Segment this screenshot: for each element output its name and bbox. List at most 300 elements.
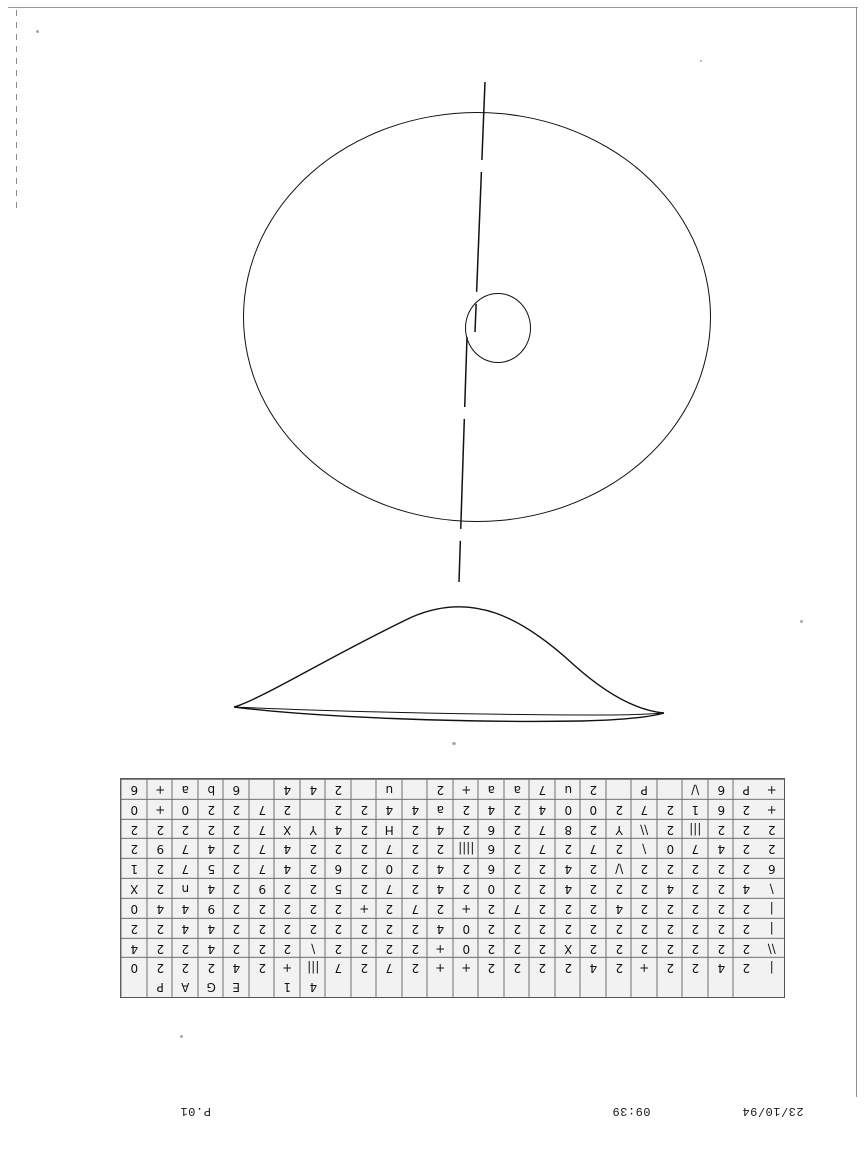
glyph-cell: 2 [351, 858, 377, 878]
glyph-cell: 2 [733, 957, 759, 977]
glyph-cell: 2 [657, 819, 683, 839]
glyph-cell [504, 977, 530, 997]
glyph-cell: 2 [402, 938, 428, 958]
glyph-cell [351, 779, 377, 799]
glyph-cell: 2 [249, 898, 275, 918]
scan-speck [700, 60, 702, 62]
glyph-cell: 2 [402, 819, 428, 839]
glyph-cell: 7 [376, 957, 402, 977]
scan-speck [180, 1035, 183, 1038]
glyph-cell: 2 [733, 918, 759, 938]
glyph-cell: E [223, 977, 249, 997]
glyph-cell: 7 [249, 799, 275, 819]
glyph-cell: + [147, 799, 173, 819]
glyph-cell: 2 [657, 938, 683, 958]
scan-edge-left [16, 10, 17, 210]
glyph-cell: 4 [172, 898, 198, 918]
glyph-cell: 2 [580, 858, 606, 878]
glyph-cell: 4 [376, 799, 402, 819]
glyph-cell: 0 [376, 858, 402, 878]
glyph-cell: 2 [555, 898, 581, 918]
glyph-cell: 2 [223, 898, 249, 918]
glyph-cell: 4 [427, 858, 453, 878]
glyph-cell [478, 977, 504, 997]
glyph-cell: 2 [606, 799, 632, 819]
glyph-cell: ||| [300, 957, 326, 977]
glyph-cell [325, 977, 351, 997]
glyph-cell: 6 [325, 858, 351, 878]
glyph-cell: 2 [555, 957, 581, 977]
glyph-cell: + [631, 957, 657, 977]
glyph-cell: a [427, 799, 453, 819]
glyph-cell [555, 977, 581, 997]
glyph-cell: P [733, 779, 759, 799]
glyph-cell: n [172, 878, 198, 898]
glyph-cell: 2 [478, 898, 504, 918]
glyph-cell: 9 [249, 878, 275, 898]
glyph-cell: 4 [427, 918, 453, 938]
glyph-cell: 2 [708, 898, 734, 918]
glyph-cell: \ [631, 838, 657, 858]
glyph-cell: 2 [453, 858, 479, 878]
glyph-cell: 2 [427, 838, 453, 858]
glyph-cell [708, 977, 734, 997]
glyph-cell: 4 [402, 799, 428, 819]
glyph-cell: 2 [529, 858, 555, 878]
glyph-cell: 4 [147, 898, 173, 918]
glyph-cell [427, 977, 453, 997]
glyph-cell [682, 977, 708, 997]
glyph-cell: 2 [631, 938, 657, 958]
profile-top-curve [234, 607, 664, 713]
glyph-cell: \/ [682, 779, 708, 799]
glyph-cell [657, 779, 683, 799]
glyph-cell: 7 [529, 838, 555, 858]
glyph-cell: 8 [555, 819, 581, 839]
glyph-cell: 4 [580, 957, 606, 977]
glyph-cell: 4 [198, 838, 224, 858]
glyph-cell: a [504, 779, 530, 799]
glyph-cell: 2 [121, 918, 147, 938]
glyph-cell: 7 [529, 779, 555, 799]
glyph-cell [376, 977, 402, 997]
glyph-cell: 2 [453, 878, 479, 898]
glyph-cell: 2 [351, 938, 377, 958]
glyph-cell: + [453, 779, 479, 799]
disc-drawing [243, 112, 711, 522]
glyph-cell: 2 [478, 938, 504, 958]
glyph-cell: 0 [121, 898, 147, 918]
glyph-cell: 4 [198, 938, 224, 958]
glyph-cell: 7 [402, 898, 428, 918]
glyph-cell: 2 [351, 819, 377, 839]
glyph-cell: 2 [682, 858, 708, 878]
glyph-cell: 2 [453, 819, 479, 839]
glyph-cell: u [555, 779, 581, 799]
glyph-cell: 1 [274, 977, 300, 997]
glyph-cell: 7 [249, 858, 275, 878]
glyph-cell: 2 [682, 918, 708, 938]
glyph-cell [402, 977, 428, 997]
glyph-cell: 2 [708, 918, 734, 938]
glyph-cell: 2 [682, 898, 708, 918]
glyph-cell: 0 [478, 878, 504, 898]
glyph-cell: 2 [453, 799, 479, 819]
glyph-cell: 2 [402, 838, 428, 858]
glyph-cell: 0 [172, 799, 198, 819]
glyph-cell: 2 [733, 938, 759, 958]
glyph-cell: A [172, 977, 198, 997]
glyph-cell: 6 [223, 779, 249, 799]
glyph-cell: 2 [555, 838, 581, 858]
glyph-cell: 2 [172, 938, 198, 958]
glyph-cell: 2 [172, 957, 198, 977]
glyph-grid [121, 779, 784, 997]
glyph-cell: 2 [223, 819, 249, 839]
glyph-cell: 0 [453, 918, 479, 938]
glyph-cell: 2 [223, 799, 249, 819]
fax-time: 09:39 [612, 1104, 651, 1118]
glyph-cell: 2 [402, 858, 428, 878]
glyph-cell [351, 977, 377, 997]
glyph-cell: 2 [121, 838, 147, 858]
glyph-cell: 2 [529, 918, 555, 938]
glyph-cell: 2 [478, 957, 504, 977]
glyph-cell: G [198, 977, 224, 997]
glyph-cell: 2 [708, 819, 734, 839]
glyph-cell: 2 [733, 858, 759, 878]
glyph-cell: 9 [147, 838, 173, 858]
glyph-cell: 2 [733, 838, 759, 858]
glyph-cell: 2 [300, 878, 326, 898]
glyph-cell: 2 [300, 858, 326, 878]
glyph-cell: 4 [121, 938, 147, 958]
glyph-cell: 2 [504, 938, 530, 958]
glyph-cell: 2 [759, 819, 785, 839]
glyph-cell: 7 [376, 838, 402, 858]
glyph-cell: 2 [249, 938, 275, 958]
glyph-cell: 4 [555, 858, 581, 878]
glyph-cell: 2 [631, 898, 657, 918]
glyph-cell: Y [300, 819, 326, 839]
glyph-cell: 2 [325, 779, 351, 799]
glyph-cell: 9 [198, 898, 224, 918]
glyph-cell: 7 [249, 838, 275, 858]
scan-speck [36, 30, 39, 33]
glyph-cell: + [147, 779, 173, 799]
glyph-cell: X [121, 878, 147, 898]
glyph-cell: u [376, 779, 402, 799]
glyph-cell: 1 [121, 858, 147, 878]
glyph-cell: 2 [504, 918, 530, 938]
glyph-cell: 4 [274, 838, 300, 858]
glyph-cell [580, 977, 606, 997]
glyph-cell: 2 [351, 838, 377, 858]
glyph-cell: 4 [325, 819, 351, 839]
glyph-cell: 2 [682, 878, 708, 898]
glyph-cell: 2 [580, 898, 606, 918]
glyph-cell [759, 977, 785, 997]
glyph-cell: 0 [121, 799, 147, 819]
glyph-cell: 6 [478, 819, 504, 839]
glyph-cell: 7 [325, 957, 351, 977]
disc-axis-line [423, 82, 513, 582]
glyph-cell: 2 [657, 858, 683, 878]
glyph-cell: 2 [529, 957, 555, 977]
glyph-cell: 7 [504, 898, 530, 918]
glyph-cell: 2 [759, 838, 785, 858]
glyph-cell: + [453, 957, 479, 977]
glyph-cell: 2 [708, 858, 734, 878]
glyph-cell: 2 [274, 918, 300, 938]
fax-footer [0, 1098, 864, 1130]
glyph-cell: 5 [198, 858, 224, 878]
glyph-cell [733, 977, 759, 997]
glyph-cell: 2 [733, 799, 759, 819]
glyph-cell: 2 [274, 938, 300, 958]
glyph-cell: | [759, 957, 785, 977]
glyph-cell: 4 [555, 878, 581, 898]
glyph-cell [657, 977, 683, 997]
glyph-cell: 4 [274, 858, 300, 878]
glyph-cell [606, 779, 632, 799]
glyph-cell: 4 [733, 878, 759, 898]
glyph-cell: \ [759, 878, 785, 898]
glyph-cell: 4 [198, 918, 224, 938]
glyph-cell: Y [606, 819, 632, 839]
glyph-cell: 2 [223, 938, 249, 958]
glyph-cell [631, 977, 657, 997]
glyph-cell: 6 [708, 799, 734, 819]
glyph-cell: 4 [274, 779, 300, 799]
glyph-cell: + [759, 799, 785, 819]
glyph-cell: 2 [606, 938, 632, 958]
glyph-cell: + [274, 957, 300, 977]
glyph-cell: 2 [198, 957, 224, 977]
glyph-cell: 2 [580, 878, 606, 898]
glyph-cell: 6 [759, 858, 785, 878]
glyph-cell: 2 [249, 957, 275, 977]
glyph-cell: 2 [631, 918, 657, 938]
glyph-cell: 2 [325, 799, 351, 819]
glyph-cell: | [759, 898, 785, 918]
fax-date: 23/10/94 [742, 1104, 804, 1118]
glyph-cell: 2 [147, 938, 173, 958]
glyph-cell: 0 [453, 938, 479, 958]
glyph-cell: 2 [708, 938, 734, 958]
glyph-cell: b [198, 779, 224, 799]
glyph-cell: 2 [580, 819, 606, 839]
glyph-cell: | [759, 918, 785, 938]
glyph-cell: + [427, 938, 453, 958]
glyph-cell: 2 [555, 918, 581, 938]
glyph-cell: \/ [606, 858, 632, 878]
glyph-cell: 2 [147, 878, 173, 898]
glyph-cell: 2 [504, 799, 530, 819]
glyph-cell: 7 [682, 838, 708, 858]
glyph-cell: 2 [708, 878, 734, 898]
glyph-cell: ||| [682, 819, 708, 839]
glyph-cell: 1 [682, 799, 708, 819]
glyph-cell [300, 799, 326, 819]
glyph-cell: 6 [478, 858, 504, 878]
glyph-cell: 4 [478, 799, 504, 819]
glyph-cell: X [274, 819, 300, 839]
glyph-cell: 4 [427, 878, 453, 898]
glyph-cell: \\ [631, 819, 657, 839]
glyph-cell: 0 [580, 799, 606, 819]
glyph-cell: X [555, 938, 581, 958]
glyph-cell: 4 [529, 799, 555, 819]
glyph-cell: 2 [504, 819, 530, 839]
glyph-cell: + [759, 779, 785, 799]
glyph-cell: 0 [657, 838, 683, 858]
glyph-cell: 2 [657, 957, 683, 977]
glyph-cell: 7 [249, 819, 275, 839]
glyph-cell: 2 [325, 938, 351, 958]
glyph-cell: 2 [402, 878, 428, 898]
glyph-cell: 2 [606, 957, 632, 977]
glyph-cell: 2 [376, 938, 402, 958]
glyph-cell: 7 [529, 819, 555, 839]
glyph-cell: 2 [427, 779, 453, 799]
glyph-cell: 2 [351, 957, 377, 977]
glyph-cell: 4 [223, 957, 249, 977]
glyph-cell: 7 [172, 858, 198, 878]
glyph-cell: 2 [300, 918, 326, 938]
glyph-cell: 7 [376, 878, 402, 898]
glyph-cell: 6 [478, 838, 504, 858]
glyph-cell: 0 [121, 957, 147, 977]
glyph-cell: + [453, 898, 479, 918]
glyph-cell: 2 [580, 779, 606, 799]
glyph-cell: 4 [198, 878, 224, 898]
glyph-cell: 2 [504, 957, 530, 977]
glyph-cell: 2 [223, 918, 249, 938]
glyph-cell: 2 [198, 819, 224, 839]
glyph-cell: 2 [606, 878, 632, 898]
glyph-cell: 2 [325, 918, 351, 938]
glyph-cell: 4 [300, 977, 326, 997]
glyph-cell: 2 [427, 898, 453, 918]
glyph-cell: 2 [376, 898, 402, 918]
glyph-cell [606, 977, 632, 997]
glyph-cell [453, 977, 479, 997]
glyph-cell: 2 [682, 938, 708, 958]
glyph-cell: 2 [402, 918, 428, 938]
glyph-cell: + [351, 898, 377, 918]
glyph-cell: 2 [223, 858, 249, 878]
glyph-cell: 2 [733, 898, 759, 918]
glyph-cell: 4 [708, 838, 734, 858]
glyph-cell: a [478, 779, 504, 799]
glyph-cell: 2 [274, 799, 300, 819]
glyph-cell: 2 [657, 898, 683, 918]
glyph-table [120, 778, 785, 998]
glyph-cell: 2 [504, 858, 530, 878]
glyph-cell: 2 [631, 858, 657, 878]
scan-speck [800, 620, 803, 623]
glyph-cell: 2 [121, 819, 147, 839]
glyph-cell: 7 [631, 799, 657, 819]
glyph-cell [402, 779, 428, 799]
glyph-cell: 2 [580, 938, 606, 958]
glyph-cell: 2 [606, 838, 632, 858]
glyph-cell: 2 [351, 799, 377, 819]
glyph-cell: 2 [529, 938, 555, 958]
scan-edge-right [856, 7, 857, 1097]
glyph-cell: 2 [223, 838, 249, 858]
glyph-cell: 0 [555, 799, 581, 819]
glyph-cell: 2 [529, 898, 555, 918]
glyph-cell: 4 [657, 878, 683, 898]
glyph-cell: a [172, 779, 198, 799]
glyph-cell: 7 [172, 838, 198, 858]
glyph-cell: 2 [249, 918, 275, 938]
glyph-cell: P [631, 779, 657, 799]
glyph-cell: 2 [351, 878, 377, 898]
glyph-cell: 2 [274, 878, 300, 898]
glyph-cell: 2 [274, 898, 300, 918]
glyph-cell: 2 [657, 799, 683, 819]
glyph-cell: 2 [223, 878, 249, 898]
glyph-cell: 4 [300, 779, 326, 799]
glyph-cell: 2 [172, 819, 198, 839]
glyph-cell: 4 [606, 898, 632, 918]
glyph-cell: 2 [325, 838, 351, 858]
glyph-cell: 2 [198, 799, 224, 819]
glyph-cell: 2 [351, 918, 377, 938]
glyph-cell: 2 [325, 898, 351, 918]
glyph-cell: 2 [504, 838, 530, 858]
glyph-cell: 4 [708, 957, 734, 977]
glyph-cell [121, 977, 147, 997]
glyph-cell: 6 [708, 779, 734, 799]
glyph-cell: 2 [300, 838, 326, 858]
glyph-cell: + [427, 957, 453, 977]
glyph-cell: |||| [453, 838, 479, 858]
glyph-cell: 2 [504, 878, 530, 898]
glyph-cell [529, 977, 555, 997]
glyph-cell: 2 [147, 819, 173, 839]
glyph-cell: 2 [606, 918, 632, 938]
glyph-cell: 2 [657, 918, 683, 938]
glyph-cell [249, 779, 275, 799]
glyph-cell: 2 [529, 878, 555, 898]
glyph-cell: 2 [682, 957, 708, 977]
glyph-cell: 7 [580, 838, 606, 858]
glyph-cell: 2 [402, 957, 428, 977]
glyph-cell: 2 [147, 918, 173, 938]
glyph-cell: \\ [759, 938, 785, 958]
scan-edge-top [8, 7, 858, 8]
glyph-cell: 2 [376, 918, 402, 938]
glyph-cell: 2 [631, 878, 657, 898]
glyph-cell: 4 [427, 819, 453, 839]
glyph-cell: 5 [325, 878, 351, 898]
glyph-cell: 2 [147, 858, 173, 878]
glyph-cell: H [376, 819, 402, 839]
glyph-cell: 2 [580, 918, 606, 938]
glyph-cell: \ [300, 938, 326, 958]
profile-drawing [222, 595, 672, 755]
glyph-cell: 2 [733, 819, 759, 839]
glyph-cell: 4 [172, 918, 198, 938]
glyph-cell: 2 [300, 898, 326, 918]
glyph-cell: 2 [147, 957, 173, 977]
fax-page-marker: P.01 [180, 1104, 211, 1118]
glyph-cell: 6 [121, 779, 147, 799]
